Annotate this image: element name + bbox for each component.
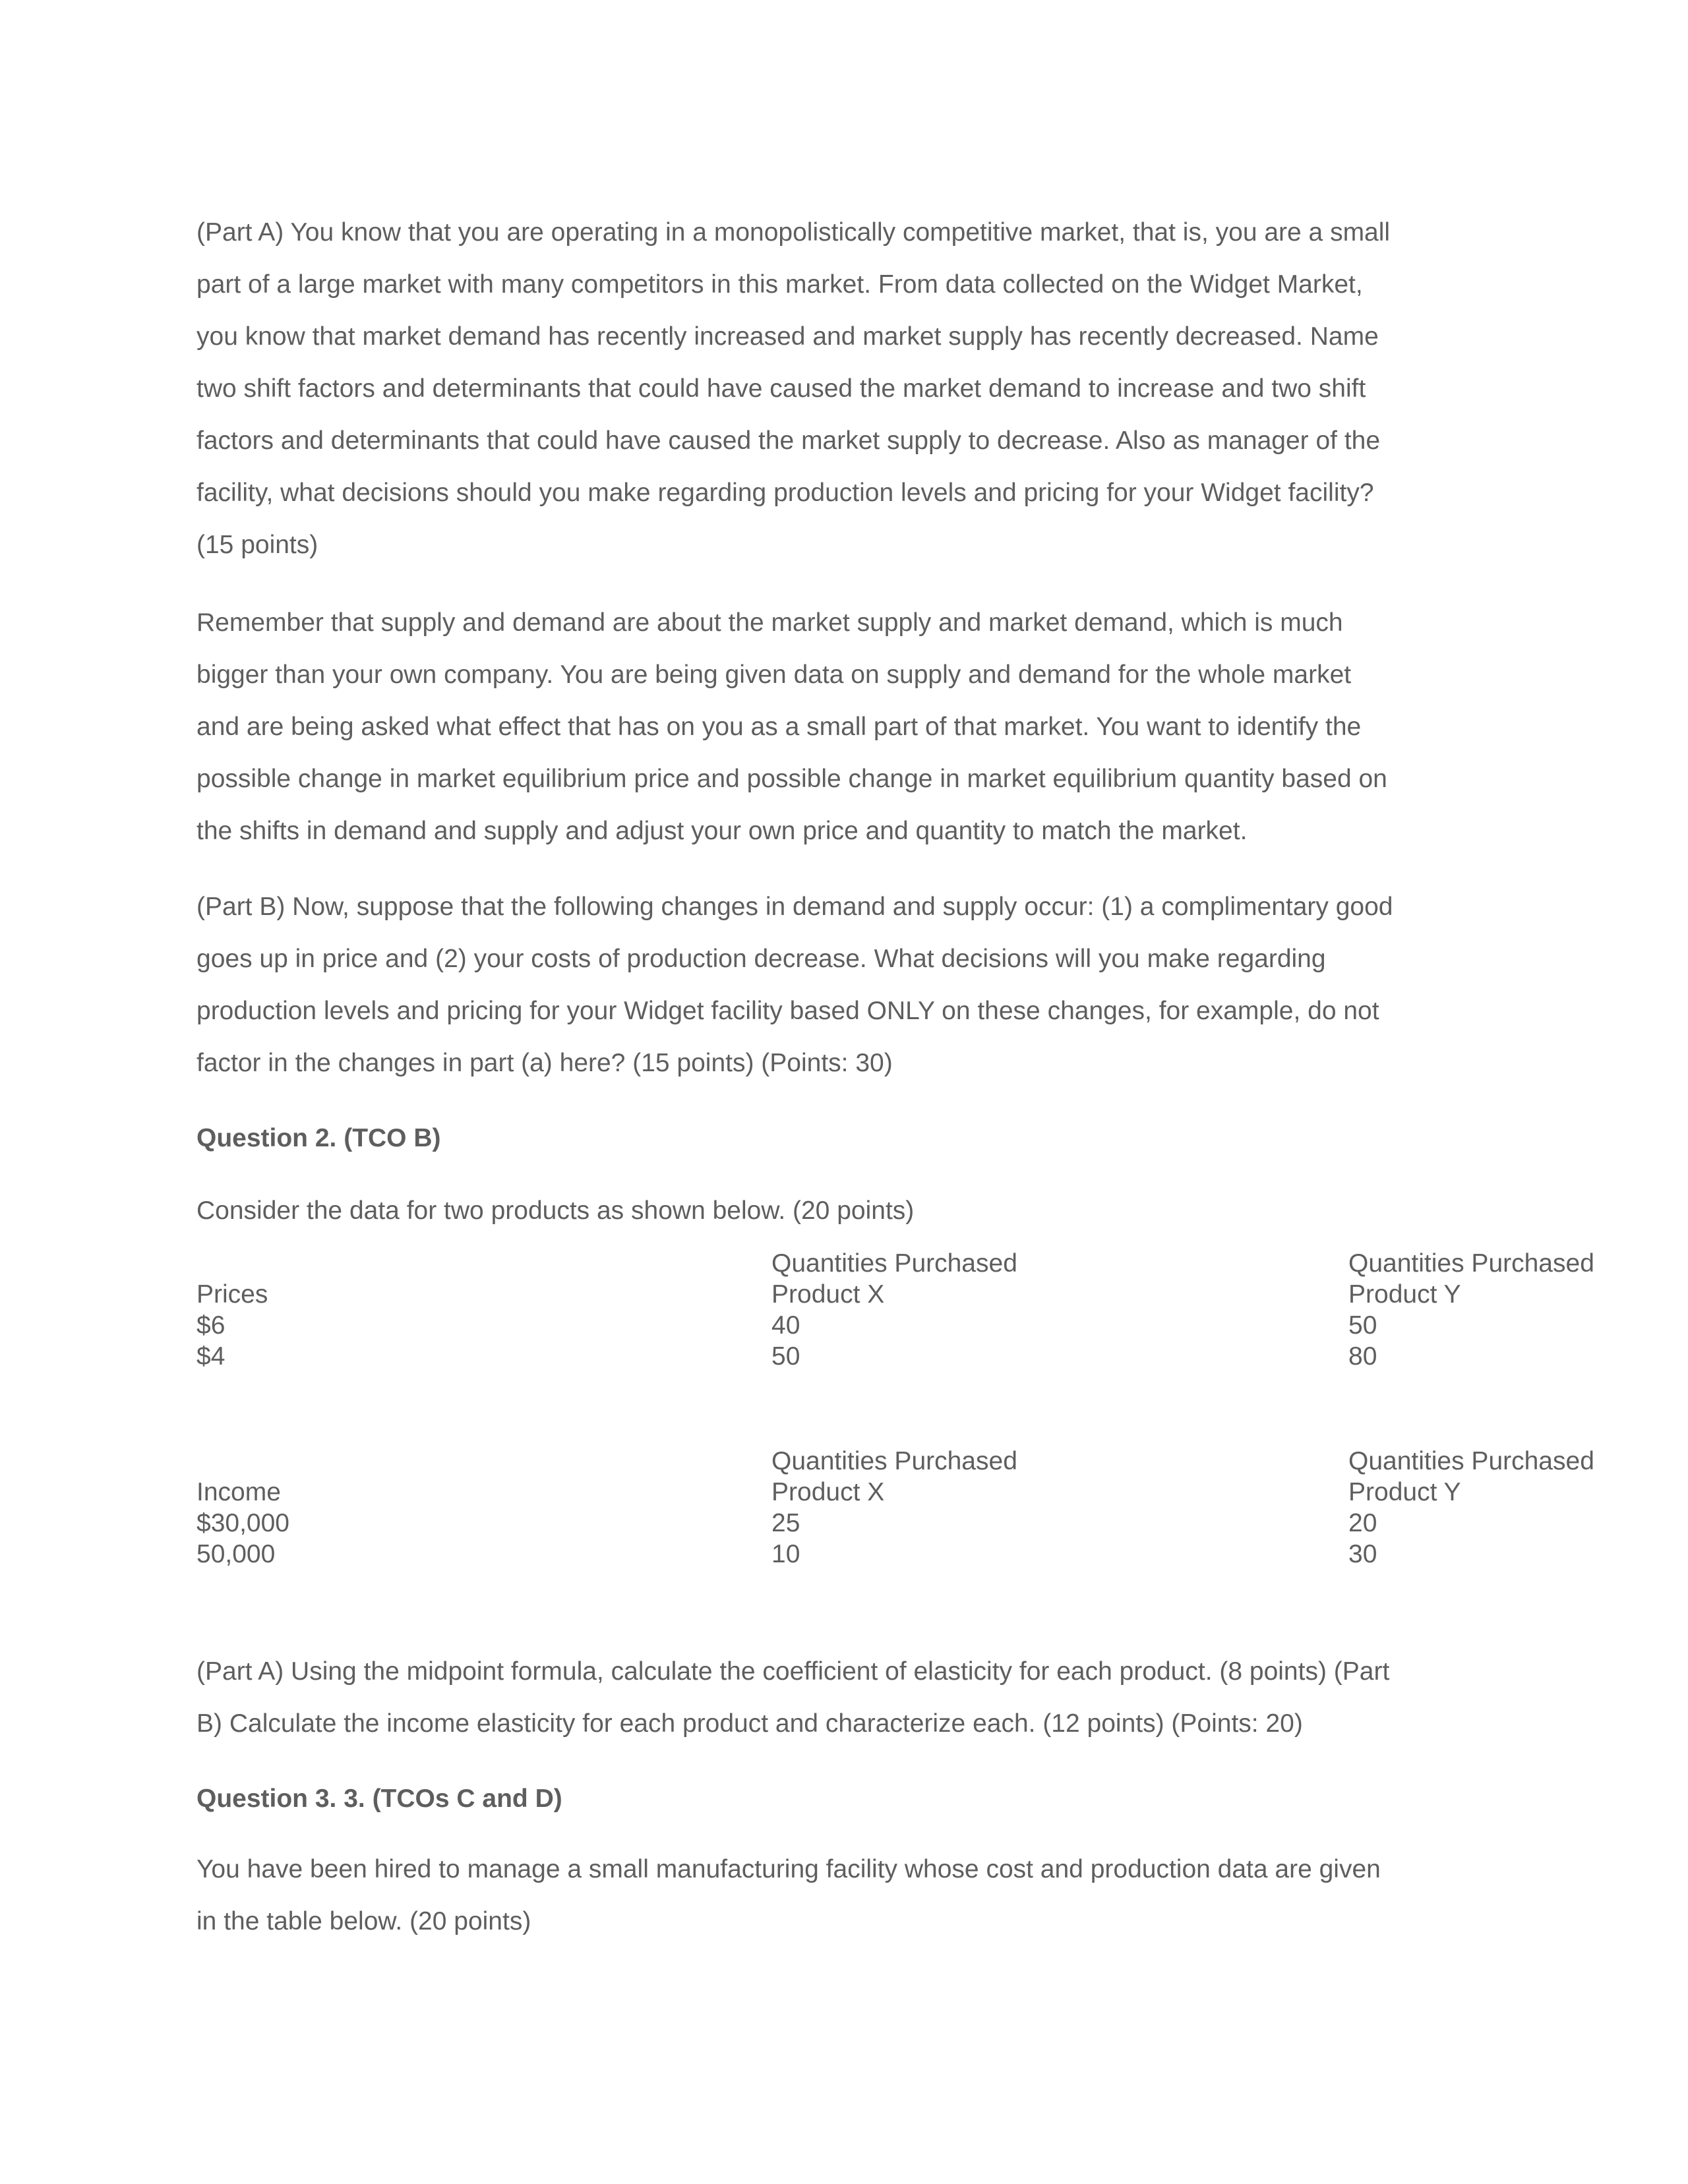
text-line: facility, what decisions should you make regarding production levels and pricing for your Widget facility?: [196, 479, 1374, 507]
q2-intro-paragraph: [196, 1185, 1515, 1237]
table-cell: Quantities Purchased: [1348, 1249, 1594, 1278]
table-cell: $30,000: [196, 1509, 289, 1537]
income-table-col2: [771, 1446, 1017, 1570]
text-line: Consider the data for two products as shown below. (20 points): [196, 1196, 915, 1225]
table-cell: Quantities Purchased: [771, 1447, 1017, 1475]
table-cell: [196, 1248, 268, 1279]
text-line: production levels and pricing for your Widget facility based ONLY on these changes, for example, do not: [196, 997, 1379, 1025]
q2-heading: Question 2. (TCO B): [196, 1124, 441, 1152]
table-cell: Product Y: [1348, 1478, 1461, 1506]
text-line: factor in the changes in part (a) here? (15 points) (Points: 30): [196, 1049, 893, 1077]
text-line: part of a large market with many competitors in this market. From data collected on the Widget Market,: [196, 270, 1363, 299]
text-line: goes up in price and (2) your costs of production decrease. What decisions will you make regarding: [196, 945, 1326, 973]
text-line: bigger than your own company. You are being given data on supply and demand for the whole market: [196, 661, 1352, 689]
table-cell: Quantities Purchased: [771, 1249, 1017, 1278]
table-cell: 10: [771, 1540, 800, 1568]
table-cell: 50: [771, 1342, 800, 1371]
text-line: two shift factors and determinants that could have caused the market demand to increase and two shift: [196, 374, 1366, 403]
text-line: and are being asked what effect that has on you as a small part of that market. You want to identify the: [196, 713, 1362, 741]
q1-part-a-paragraph: [196, 206, 1515, 571]
q3-heading: Question 3. 3. (TCOs C and D): [196, 1785, 562, 1813]
text-line: in the table below. (20 points): [196, 1907, 531, 1935]
table-cell: 30: [1348, 1540, 1377, 1568]
text-line: (Part B) Now, suppose that the following changes in demand and supply occur: (1) a complimentary good: [196, 893, 1393, 921]
table-cell: 50,000: [196, 1540, 276, 1568]
text-line: Remember that supply and demand are about the market supply and market demand, which is much: [196, 608, 1343, 637]
table-cell: Quantities Purchased: [1348, 1447, 1594, 1475]
text-line: (Part A) You know that you are operating in a monopolistically competitive market, that is, you are a small: [196, 218, 1391, 247]
table-cell: Prices: [196, 1280, 268, 1309]
table-cell: [196, 1446, 289, 1477]
q3-intro-paragraph: [196, 1843, 1515, 1947]
income-table-col1: [196, 1446, 289, 1570]
table-cell: 25: [771, 1509, 800, 1537]
text-line: B) Calculate the income elasticity for each product and characterize each. (12 points) (Points: 20): [196, 1709, 1303, 1738]
text-line: possible change in market equilibrium price and possible change in market equilibrium quantity based on: [196, 765, 1387, 793]
table-cell: Product Y: [1348, 1280, 1461, 1309]
table-cell: Income: [196, 1478, 281, 1506]
text-line: you know that market demand has recently increased and market supply has recently decreased. Name: [196, 322, 1379, 351]
q1-part-b-paragraph: [196, 881, 1515, 1089]
text-line: (Part A) Using the midpoint formula, calculate the coefficient of elasticity for each product. (8 points) (Part: [196, 1657, 1390, 1686]
table-cell: 50: [1348, 1311, 1377, 1340]
text-line: the shifts in demand and supply and adjust your own price and quantity to match the market.: [196, 817, 1248, 845]
table-cell: 20: [1348, 1509, 1377, 1537]
income-table-col3: [1348, 1446, 1594, 1570]
table-cell: Product X: [771, 1280, 885, 1309]
text-line: factors and determinants that could have caused the market supply to decrease. Also as manager of the: [196, 427, 1381, 455]
price-table-col3: [1348, 1248, 1594, 1372]
table-cell: Product X: [771, 1478, 885, 1506]
text-line: You have been hired to manage a small manufacturing facility whose cost and production data are given: [196, 1855, 1381, 1883]
q2-parts-paragraph: [196, 1645, 1515, 1750]
table-cell: 40: [771, 1311, 800, 1340]
q1-note-paragraph: [196, 597, 1515, 857]
table-cell: 80: [1348, 1342, 1377, 1371]
table-cell: $4: [196, 1342, 226, 1371]
price-table-col2: [771, 1248, 1017, 1372]
table-cell: $6: [196, 1311, 226, 1340]
text-line: (15 points): [196, 531, 318, 559]
price-table-col1: [196, 1248, 268, 1372]
